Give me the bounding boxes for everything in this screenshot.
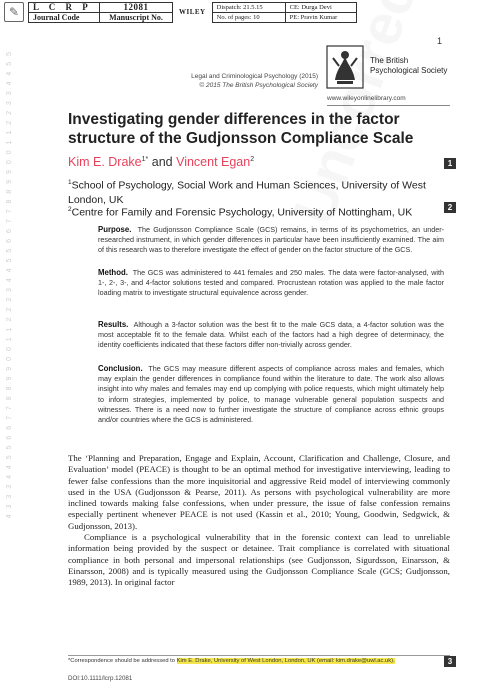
affiliation-1-text: School of Psychology, Social Work and Human Sciences, University of West London, UK (68, 179, 426, 206)
author-2: Vincent Egan (176, 155, 251, 169)
conclusion-label: Conclusion. (98, 364, 143, 373)
ce-name: CE: Durga Devi (285, 3, 356, 13)
website-link[interactable]: www.wileyonlinelibrary.com (327, 95, 406, 102)
correspondence-footnote (68, 658, 458, 664)
body-text (68, 453, 450, 589)
results-text: Although a 3-factor solution was the best fit to the male GCS data, a 4-factor solution was the most acceptable fit to the female data. Whilst each of the factors had a high degree of determinacy, the identity coefficients indicated that these factors differ non-trivially across gender. (98, 320, 444, 350)
society-line2: Psychological Society (370, 66, 448, 75)
affiliation-2-sup: 2 (68, 206, 72, 213)
abstract-method (98, 268, 444, 299)
query-marker-1[interactable]: 1 (444, 158, 456, 169)
footnote-prefix: *Correspondence should be addressed to (68, 658, 177, 664)
typesetting-header (28, 2, 357, 23)
affiliation-2-text: Centre for Family and Forensic Psychology, University of Nottingham, UK (71, 206, 413, 219)
journal-name: Legal and Criminological Psychology (2015) (191, 73, 318, 80)
abstract-conclusion (98, 364, 444, 425)
line-number-strip (4, 50, 16, 650)
page-count: No. of pages: 10 (212, 13, 285, 23)
author-and: and (148, 155, 177, 169)
author-2-sup: 2 (250, 155, 255, 163)
body-paragraph-1: The ‘Planning and Preparation, Engage and Explain, Account, Clarification and Challenge, Closure, and Evaluation’ model (PEACE) is thought to be an optimal method for investigative interviewing, leading to fewer false confessions than the more inquisitorial and aggressive Reid model of interviewing commonly used in the USA (Gudjonsson & Pearse, 2011). As persons with psychological vulnerability are more inclined towards making false confessions, when under pressure, the issue of false confession remains especially pertinent whenever PEACE is not used (Kassin et al., 2010; Young, Goodwin, Sedgwick, & Gudjonsson, 2013). (68, 453, 450, 531)
footnote-rule (68, 655, 450, 656)
society-line1: The British (370, 56, 409, 65)
authors (68, 155, 254, 169)
file-stamp-icon: ✎ (4, 2, 24, 22)
affiliation-2 (68, 203, 448, 220)
article-id: 12081 (100, 3, 173, 13)
page-number: 1 (437, 36, 443, 46)
affiliation-1-sup: 1 (68, 179, 72, 186)
journal-info (191, 72, 318, 90)
publisher-logo: WILEY (179, 8, 206, 16)
manuscript-label: Manuscript No. (100, 13, 173, 23)
doi[interactable]: DOI:10.1111/lcrp.12081 (68, 675, 133, 682)
results-label: Results. (98, 320, 129, 329)
conclusion-text: The GCS may measure different aspects of compliance across males and females, which may explain the gender differences in compliance found within the literature to date. The work also allows insight into why males and females may end up complying with police requests, which might ultimately help to inform strategies, implemented by police, to manage vulnerable general population suspects and witnesses. There is a need now to further investigate the structure of compliance across ethnic groups and/or countries where the GCS is administered. (98, 364, 444, 425)
author-1-sup: 1* (141, 155, 149, 163)
method-text: The GCS was administered to 441 females and 250 males. The data were factor-analysed, with 1-, 2-, 3-, and 4-factor solutions tested and compared. Procrustean rotation was applied to the male factor loading matrix to investigate structural equivalence across gender. (98, 268, 444, 298)
copyright-line: © 2015 The British Psychological Society (199, 82, 318, 89)
journal-code-label: Journal Code (29, 13, 100, 23)
query-marker-2[interactable]: 2 (444, 202, 456, 213)
affiliation-1 (68, 176, 448, 207)
pe-name: PE: Pravin Kumar (285, 13, 356, 23)
abstract-purpose (98, 225, 444, 256)
query-marker-3[interactable]: 3 (444, 656, 456, 667)
body-paragraph-2: Compliance is a psychological vulnerability that in the forensic context can lead to unreliable information being provided by the suspect or detainee. Trait compliance is correlated with situational compliance in both personal and impersonal relationships (see Gudjonsson, Sigurdsson, Einarsson, & Einarsson, 2008) and is typically measured using the Gudjonsson Compliance Scale (GCS; Gudjonsson, 1989, 2013). In original factor (68, 532, 450, 588)
purpose-text: The Gudjonsson Compliance Scale (GCS) remains, in terms of its psychometrics, an under-researched instrument, in which gender differences in particular have been insufficiently examined. The aim of this research was to therefore investigate the effect of gender on the factor structure of the GCS. (98, 225, 444, 255)
abstract-results (98, 320, 444, 351)
journal-abbr: L C R P (29, 3, 100, 13)
footnote-highlight[interactable]: Kim E. Drake, University of West London, London, UK (email: kim.drake@uwl.ac.uk). (176, 658, 395, 664)
article-title: Investigating gender differences in the factor structure of the Gudjonsson Compliance Scale (68, 111, 414, 147)
line-numbers: 4 3 3 3 4 4 5 5 6 6 7 7 8 8 9 9 0 0 1 1 2 2 3 3 4 4 5 5 6 6 7 7 8 8 9 9 0 0 1 1 2 2 3 3 4 4 5 5 (6, 50, 13, 519)
method-label: Method. (98, 268, 128, 277)
purpose-label: Purpose. (98, 225, 132, 234)
author-1: Kim E. Drake (68, 155, 142, 169)
dispatch-date: Dispatch: 21.5.15 (212, 3, 285, 13)
